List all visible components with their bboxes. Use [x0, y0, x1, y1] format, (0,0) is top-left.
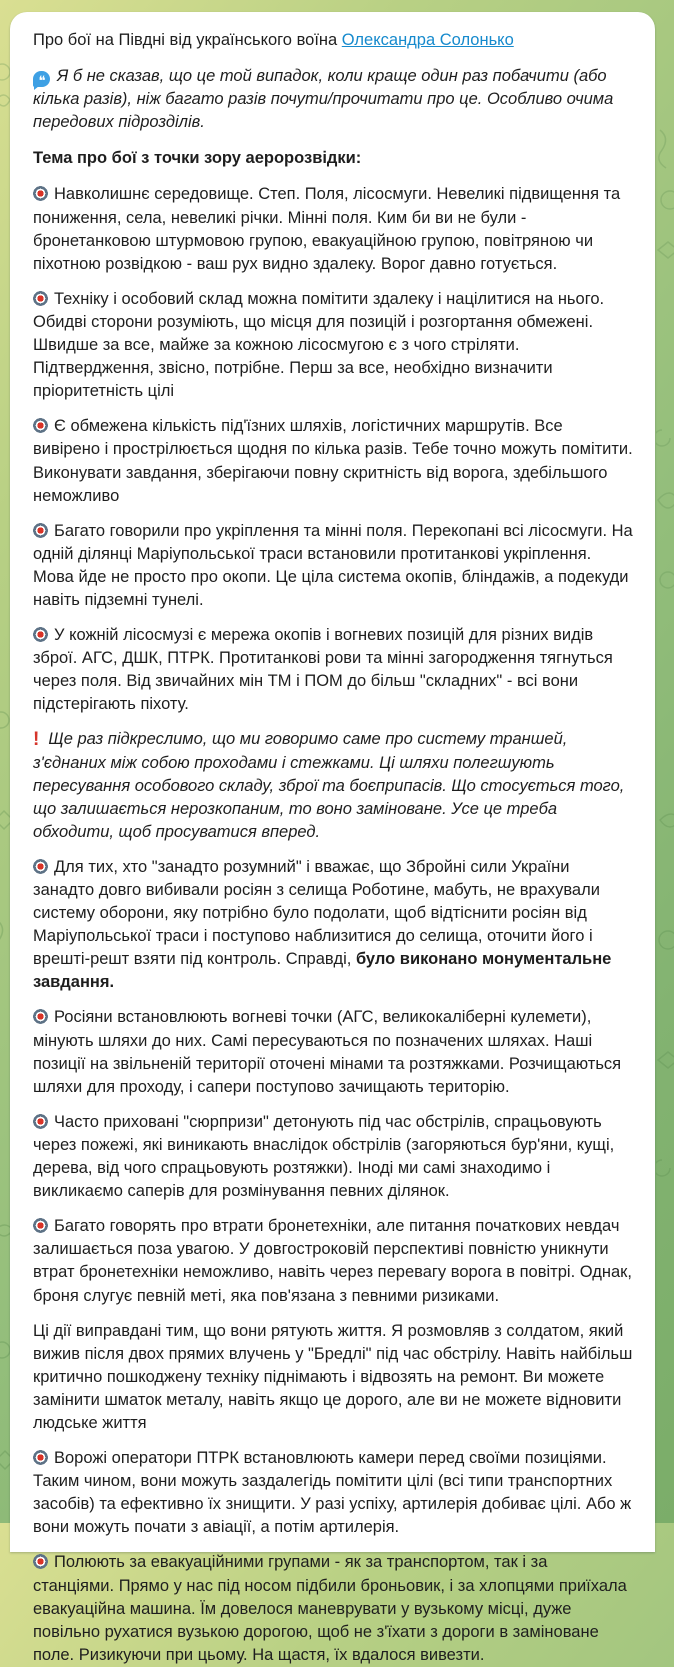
paragraph-hidden-surprises: Часто приховані "сюрпризи" детонують під час обстрілів, спрацьовують через пожежі, які виникають внаслідок обстрілів (загоряються бур'яни, кущі, дерева, від чого спрацьовують розтяжки). Іноді ми самі знаходимо і викликаємо саперів для розмінування певних ділянок.	[33, 1112, 615, 1201]
paragraph-treeline-network: У кожній лісосмузі є мережа окопів і вогневих позицій для різних видів зброї. АГС, ДШК, ПТРК. Протитанкові рови та мінні загородження тягнуться через поля. Від звичайних мін ТМ і ПОМ до більш "складних" - всі вони підстерігають піхоту.	[33, 626, 613, 714]
background-doodle	[656, 420, 674, 620]
background-doodle	[656, 800, 674, 1200]
paragraph-armor-losses: Багато говорять про втрати бронетехніки, але питання початкових невдач залишається поза увагою. У довгостроковій перспективі повністю уникнути втрат бронетехніки неможливо, навіть через перевагу ворога в повітрі. Однак, броня слугує певній меті, яка пов'язана з певними ризиками.	[33, 1217, 632, 1305]
paragraph-trench-system-warning: ! Ще раз підкреслимо, що ми говоримо саме про систему траншей, з'єднаних між собою проходами і стежками. Ці шляхи полегшують пересування особового складу, зброї та боєприпасів. Що стосується того, що залишається нерозкопаним, то воно заміноване. Усе це треба обходити, щоб просуватися вперед.	[33, 729, 625, 841]
bold-conclusion: було виконано монументальне завдання.	[33, 950, 612, 992]
target-bullet-icon	[33, 1218, 48, 1233]
target-bullet-icon	[33, 186, 48, 201]
paragraph-equipment-spotting: Техніку і особовий склад можна помітити здалеку і націлитися на нього. Обидві сторони розуміють, що місця для позицій і розгортання обмежені. Швидше за все, майже за кожною лісосмугою є з чого стріляти. Підтвердження, звісно, потрібне. Перш за все, необхідно визначити пріоритетність цілі	[33, 289, 605, 401]
target-bullet-icon	[33, 1114, 48, 1129]
background-doodle	[656, 120, 674, 280]
red-exclamation-icon: !	[33, 729, 40, 751]
paragraph-access-routes: Є обмежена кількість під'їзних шляхів, логістичних маршрутів. Все вивірено і прострілюється щодня по кілька разів. Тебе точно можуть помітити. Виконувати завдання, зберігаючи повну скритність від ворога, здебільшого неможливо	[33, 417, 633, 505]
quote-text: Я б не сказав, що це той випадок, коли краще один раз побачити (або кілька разів), ніж багато разів почути/прочитати про це. Особливо очима передових підрозділів.	[33, 67, 614, 132]
paragraph-fortifications: Багато говорили про укріплення та мінні поля. Перекопані всі лісосмуги. На одній ділянці Маріупольської траси встановили протитанкові укріплення. Мова йде не просто про окопи. Це ціла система окопів, бліндажів, а подекуди навіть підземні тунелі.	[33, 521, 633, 609]
paragraph-russian-firing-points: Росіяни встановлюють вогневі точки (АГС, великокаліберні кулемети), мінують шляхи до них. Самі пересуваються по позначених шляхах. Наші позиції на звільненій території оточені мінами та розтяжками. Розчищаються шляхи для проходу, і сапери поступово зачищають територію.	[33, 1008, 622, 1096]
paragraph-atgm-cameras: Ворожі оператори ПТРК встановлюють камери перед своїми позиціями. Таким чином, вони можуть заздалегідь помітити цілі (всі типи транспортних засобів) та ефективно їх знищити. У разі успіху, артилерія добиває цілі. Або ж вони можуть почати з авіації, а потім артилерія.	[33, 1449, 632, 1537]
message-bubble	[10, 12, 655, 1664]
intro-text: Про бої на Півдні від українського воїна	[33, 31, 342, 49]
target-bullet-icon	[33, 627, 48, 642]
paragraph-environment: Навколишнє середовище. Степ. Поля, лісосмуги. Невеликі підвищення та пониження, села, невеликі річки. Мінні поля. Ким би ви не були - бронетанковою штурмовою групою, евакуаційною групою, повітряною чи піхотною розвідкою - ваш рух видно здалеку. Ворог давно готується.	[33, 185, 621, 273]
quoted-remark	[33, 65, 633, 134]
paragraph-evacuation-groups: Полюють за евакуаційними групами - як за транспортом, так і за станціями. Прямо у нас під носом підбили броньовик, і за хлопцями приїхала евакуаційна машина. Їм довелося маневрувати у вузькому місці, дуже повільно рухатися вузькою дорогою, щоб не з'їхати з дороги в заміноване поле. Ризикуючи при цьому. На щастя, їх вдалося вивезти.	[33, 1553, 627, 1664]
section-heading: Тема про бої з точки зору аеророзвідки:	[33, 149, 362, 168]
target-bullet-icon	[33, 859, 48, 874]
paragraph-robotyne-defense: Для тих, хто "занадто розумний" і вважає, що Збройні сили України занадто довго вибивали росіян з селища Роботине, мабуть, не врахували систему оборони, яку потрібно було подолати, щоб відтіснити росіян від Маріупольської траси і поступово наблизитися до селища, оточити його і врешті-решт взяти під контроль. Справді, було виконано монументальне завдання.	[33, 857, 612, 992]
post-intro	[33, 29, 633, 52]
quote-bubble-icon: ❝	[33, 71, 50, 87]
target-bullet-icon	[33, 1009, 48, 1024]
target-bullet-icon	[33, 418, 48, 433]
paragraph-armor-saves-lives: Ці дії виправдані тим, що вони рятують життя. Я розмовляв з солдатом, який вижив після двох прямих влучень у "Бредлі" під час обстрілу. Навіть найбільш критично пошкоджену техніку піднімають і відвозять на ремонт. Ви можете замінити шматок металу, навіть якщо це дорого, але ви не можете відновити людське життя	[33, 1321, 633, 1432]
target-bullet-icon	[33, 523, 48, 538]
target-bullet-icon	[33, 1450, 48, 1465]
target-bullet-icon	[33, 291, 48, 306]
author-link[interactable]: Олександра Солонько	[341, 31, 514, 49]
target-bullet-icon	[33, 1554, 48, 1569]
